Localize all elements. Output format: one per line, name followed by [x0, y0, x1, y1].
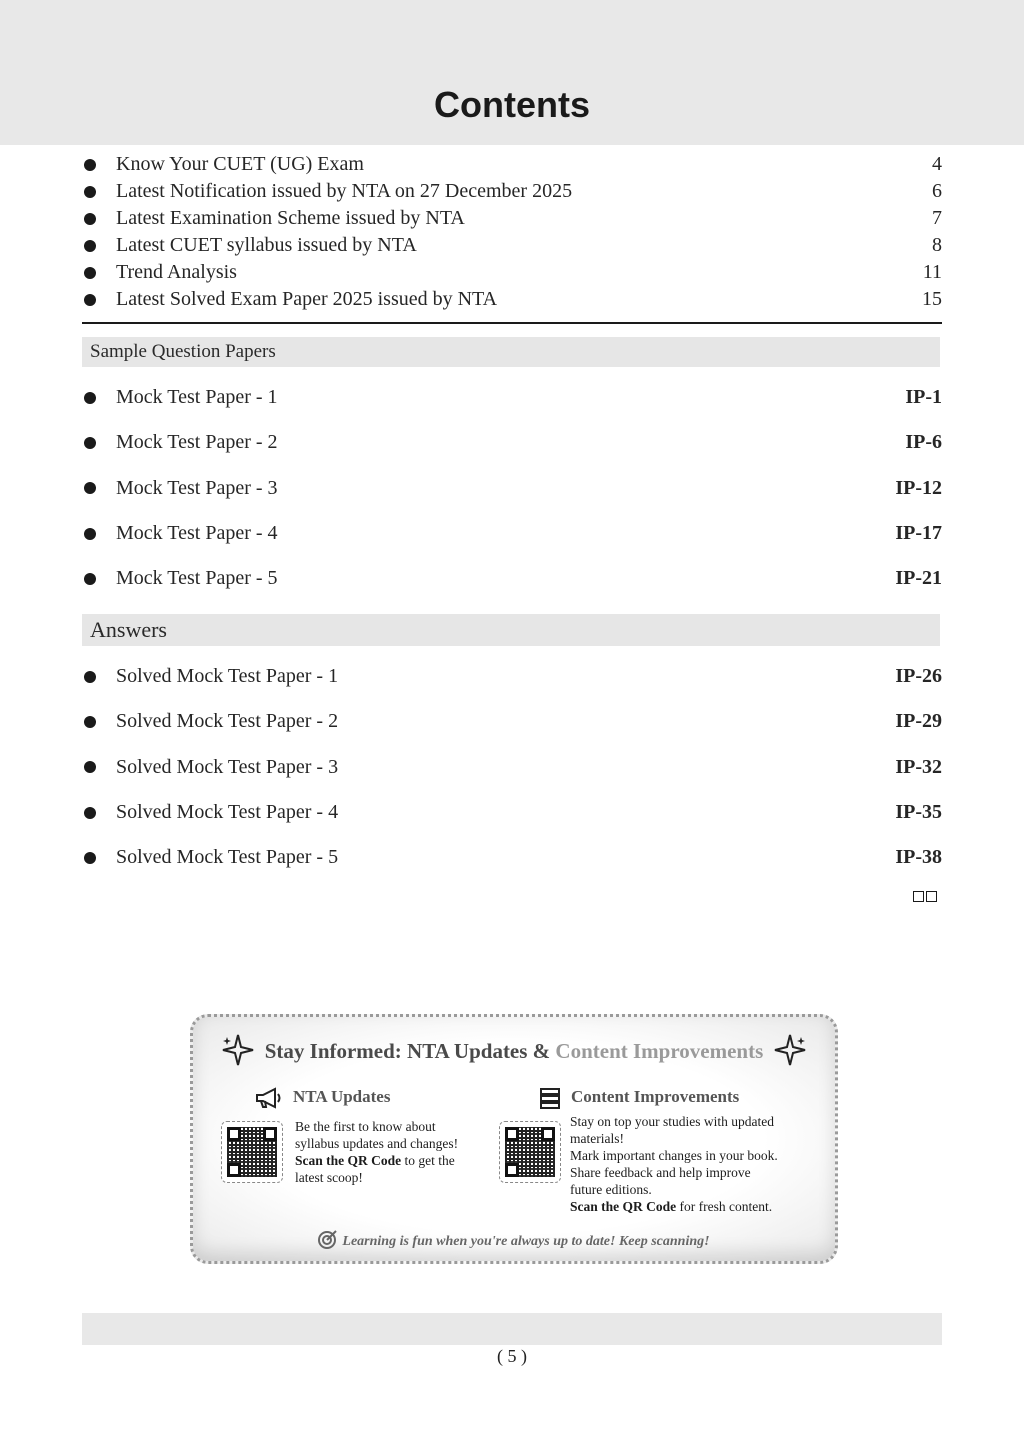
toc-entry[interactable] — [82, 511, 942, 556]
toc-entry[interactable] — [82, 556, 942, 601]
sparkle-icon — [773, 1033, 807, 1067]
toc-entry-page: IP-12 — [895, 476, 942, 499]
toc-entry-page: 8 — [932, 234, 942, 256]
bullet-icon — [84, 528, 96, 540]
bullet-icon — [84, 240, 96, 252]
intro-toc-list — [82, 151, 942, 313]
bullet-icon — [84, 852, 96, 864]
toc-entry[interactable] — [82, 835, 942, 880]
content-improvements-text — [570, 1113, 820, 1215]
toc-entry[interactable] — [82, 699, 942, 744]
page-title: Contents — [434, 84, 590, 125]
toc-entry[interactable] — [82, 178, 942, 205]
toc-entry[interactable] — [82, 420, 942, 465]
content-line: Share feedback and help improve — [570, 1165, 751, 1180]
toc-entry-page: IP-29 — [895, 710, 942, 733]
content-line: future editions. — [570, 1182, 652, 1197]
bullet-icon — [84, 159, 96, 171]
info-box-footer-text: Learning is fun when you're always up to date! Keep scanning! — [342, 1234, 710, 1249]
toc-entry[interactable] — [82, 232, 942, 259]
toc-entry[interactable] — [82, 151, 942, 178]
content-cta-bold: Scan the QR Code — [570, 1199, 677, 1214]
megaphone-icon — [255, 1087, 283, 1109]
toc-entry-label: Solved Mock Test Paper - 3 — [116, 755, 339, 778]
bullet-icon — [84, 186, 96, 198]
toc-entry-label: Mock Test Paper - 5 — [116, 567, 278, 590]
info-box — [190, 1014, 838, 1264]
toc-entry-page: IP-6 — [905, 431, 942, 454]
toc-entry-page: IP-35 — [895, 801, 942, 824]
toc-entry-label: Latest Examination Scheme issued by NTA — [116, 207, 465, 229]
bullet-icon — [84, 573, 96, 585]
answers-section-heading: Answers — [82, 614, 940, 646]
info-heading-part2: Content Improvements — [555, 1039, 764, 1063]
info-box-heading — [193, 1039, 835, 1064]
toc-entry-page: IP-21 — [895, 567, 942, 590]
toc-entry-label: Know Your CUET (UG) Exam — [116, 153, 364, 175]
toc-entry-page: IP-1 — [905, 386, 942, 409]
toc-entry-page: IP-32 — [895, 755, 942, 778]
toc-entry-label: Mock Test Paper - 1 — [116, 386, 278, 409]
bullet-icon — [84, 716, 96, 728]
toc-entry-label: Mock Test Paper - 4 — [116, 522, 278, 545]
toc-entry[interactable] — [82, 205, 942, 232]
book-stack-icon — [539, 1087, 561, 1109]
toc-entry[interactable] — [82, 259, 942, 286]
bullet-icon — [84, 807, 96, 819]
toc-entry-page: 4 — [932, 153, 942, 175]
bullet-icon — [84, 213, 96, 225]
bullet-icon — [84, 671, 96, 683]
toc-entry-page: 15 — [922, 288, 942, 310]
page-number: ( 5 ) — [497, 1346, 527, 1366]
content-cta-rest: for fresh content. — [679, 1199, 773, 1214]
toc-entry[interactable] — [82, 375, 942, 420]
bullet-icon — [84, 267, 96, 279]
toc-entry-label: Trend Analysis — [116, 261, 237, 283]
toc-entry-label: Solved Mock Test Paper - 4 — [116, 801, 339, 824]
bullet-icon — [84, 392, 96, 404]
bullet-icon — [84, 294, 96, 306]
nta-line: latest scoop! — [295, 1170, 363, 1185]
toc-entry[interactable] — [82, 654, 942, 699]
divider — [82, 322, 942, 324]
toc-entry[interactable] — [82, 286, 942, 313]
qr-code-icon[interactable] — [499, 1121, 561, 1183]
toc-entry-label: Solved Mock Test Paper - 2 — [116, 710, 339, 733]
toc-entry-page: 6 — [932, 180, 942, 202]
nta-cta — [295, 1152, 485, 1169]
answers-toc-list — [82, 654, 942, 880]
toc-entry-label: Mock Test Paper - 3 — [116, 476, 278, 499]
bullet-icon — [84, 482, 96, 494]
sample-toc-list — [82, 375, 942, 601]
toc-entry[interactable] — [82, 466, 942, 511]
nta-updates-title: NTA Updates — [293, 1087, 391, 1106]
toc-entry-label: Latest Notification issued by NTA on 27 December 2025 — [116, 180, 573, 202]
target-icon — [318, 1229, 338, 1249]
content-line: materials! — [570, 1131, 624, 1146]
content-cta — [570, 1198, 820, 1215]
nta-line: Be the first to know about — [295, 1119, 436, 1134]
nta-line: syllabus updates and changes! — [295, 1136, 459, 1151]
toc-entry-label: Latest CUET syllabus issued by NTA — [116, 234, 417, 256]
nta-updates-text — [295, 1118, 485, 1186]
toc-entry-page: IP-17 — [895, 522, 942, 545]
nta-cta-rest: to get the — [404, 1153, 455, 1168]
content-line: Mark important changes in your book. — [570, 1148, 778, 1163]
toc-entry-label: Solved Mock Test Paper - 5 — [116, 846, 339, 869]
toc-entry-page: IP-26 — [895, 665, 942, 688]
info-box-footer — [193, 1229, 835, 1250]
toc-entry-page: IP-38 — [895, 846, 942, 869]
toc-entry[interactable] — [82, 790, 942, 835]
toc-entry[interactable] — [82, 745, 942, 790]
footer-band — [82, 1313, 942, 1345]
toc-entry-page: 11 — [922, 261, 942, 283]
content-improvements-title: Content Improvements — [571, 1087, 740, 1106]
toc-entry-page: 7 — [932, 207, 942, 229]
content-line: Stay on top your studies with updated — [570, 1114, 774, 1129]
sample-section-heading: Sample Question Papers — [82, 337, 940, 367]
info-heading-part1: Stay Informed: NTA Updates & — [264, 1039, 551, 1063]
bullet-icon — [84, 437, 96, 449]
qr-code-icon[interactable] — [221, 1121, 283, 1183]
toc-entry-label: Mock Test Paper - 2 — [116, 431, 278, 454]
nta-cta-bold: Scan the QR Code — [295, 1153, 402, 1168]
toc-entry-label: Solved Mock Test Paper - 1 — [116, 665, 339, 688]
bullet-icon — [84, 761, 96, 773]
double-square-icon — [913, 891, 937, 902]
toc-entry-label: Latest Solved Exam Paper 2025 issued by NTA — [116, 288, 498, 310]
